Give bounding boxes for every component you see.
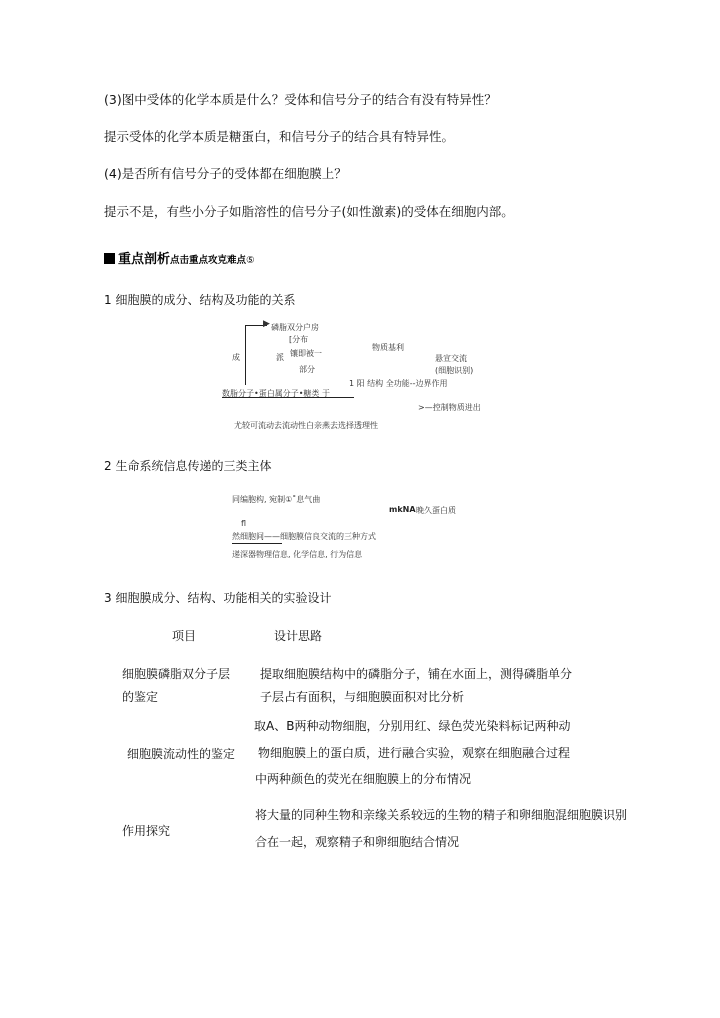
diagram2-text-1: 同编胞构, 宛制①˚息气曲 (232, 495, 321, 504)
item2-title: 2 生命系统信息传递的三类主体 (104, 459, 272, 473)
diagram1-text-5: 成 (232, 353, 240, 362)
section-subtitle: 点击重点攻克难点 (170, 255, 247, 266)
section-heading (104, 248, 255, 267)
bracket-vertical-line (245, 325, 246, 385)
diagram1-text-3: 镶即被一 (290, 349, 322, 358)
row2-design-line1: 取A、B两种动物细胞，分别用红、绿色荧光染料标记两种动 (254, 719, 571, 733)
row1-item-line2: 的鉴定 (122, 690, 159, 704)
row2-design-line3: 中两种颜色的荧光在细胞膜上的分布情况 (255, 772, 472, 786)
answer-3: 提示受体的化学本质是糖蛋白，和信号分子的结合具有特异性。 (104, 129, 455, 144)
diagram2-text-2: mkNA (389, 505, 416, 514)
diagram2-text-6: 递深器物理信息, 化学信息, 行为信息 (232, 550, 363, 559)
square-bullet-icon (104, 253, 115, 264)
row2-design-line2: 物细胞膜上的蛋白质，进行融合实验，观察在细胞融合过程 (258, 746, 571, 760)
question-4: (4)是否所有信号分子的受体都在细胞膜上？ (104, 166, 347, 181)
diagram1-text-2: [分布 (289, 335, 309, 344)
diagram1-text-7: 物质基利 (372, 343, 404, 352)
diagram1-text-13: 尤较可流动去流动性白亲燕去选择透理性 (234, 421, 378, 430)
diagram2-text-5: 然细胞间——细胞膜信良交流的三种方式 (232, 532, 376, 541)
row1-design-line1: 提取细胞膜结构中的磷脂分子，铺在水面上，测得磷脂单分 (260, 667, 573, 681)
row1-design-line2: 子层占有面积，与细胞膜面积对比分析 (260, 690, 465, 704)
arrow-right-icon: ▶ (263, 319, 270, 329)
item3-title: 3 细胞膜成分、结构、功能相关的实验设计 (104, 591, 332, 605)
diagram1-text-4: 部分 (299, 365, 315, 374)
row3-design-line2: 合在一起，观察精子和卵细胞结合情况 (255, 835, 460, 849)
table-header-design: 设计思路 (274, 629, 323, 643)
diagram1-text-9: (细胞识别) (435, 366, 474, 375)
item1-title: 1 细胞膜的成分、结构及功能的关系 (104, 293, 296, 307)
diagram2-underline (232, 543, 282, 544)
diagram2-text-4: fl (241, 519, 247, 528)
row3-design-line1: 将大量的同种生物和亲缘关系较远的生物的精子和卵细胞混细胞膜识别 (255, 808, 628, 822)
row2-item-line1: 细胞膜流动性的鉴定 (127, 747, 236, 761)
diagram1-text-1: 磷脂双分户房 (271, 323, 319, 332)
answer-4: 提示不是，有些小分子如脂溶性的信号分子(如性激素)的受体在细胞内部。 (104, 204, 514, 219)
diagram1-text-6: 派 (276, 353, 284, 362)
diagram1-text-8: 悬宣交流 (435, 354, 467, 363)
diagram1-text-12: >—控制物质进出 (418, 403, 481, 412)
diagram1-text-11: 数脂分子•蛋白属分子•糖类 于 (222, 389, 330, 398)
diagram1-text-10: 1 阳 结构 全功能--边界作用 (349, 379, 448, 388)
section-title: 重点剖析 (118, 252, 171, 267)
question-3: (3)图中受体的化学本质是什么？受体和信号分子的结合有没有特异性？ (104, 92, 497, 107)
section-tail: ⑤ (246, 255, 255, 266)
table-header-item: 项目 (172, 629, 197, 643)
row1-item-line1: 细胞膜磷脂双分子层 (122, 667, 231, 681)
row3-item-line1: 作用探究 (122, 824, 171, 838)
diagram2-text-3: 晚久蛋白质 (416, 506, 456, 515)
